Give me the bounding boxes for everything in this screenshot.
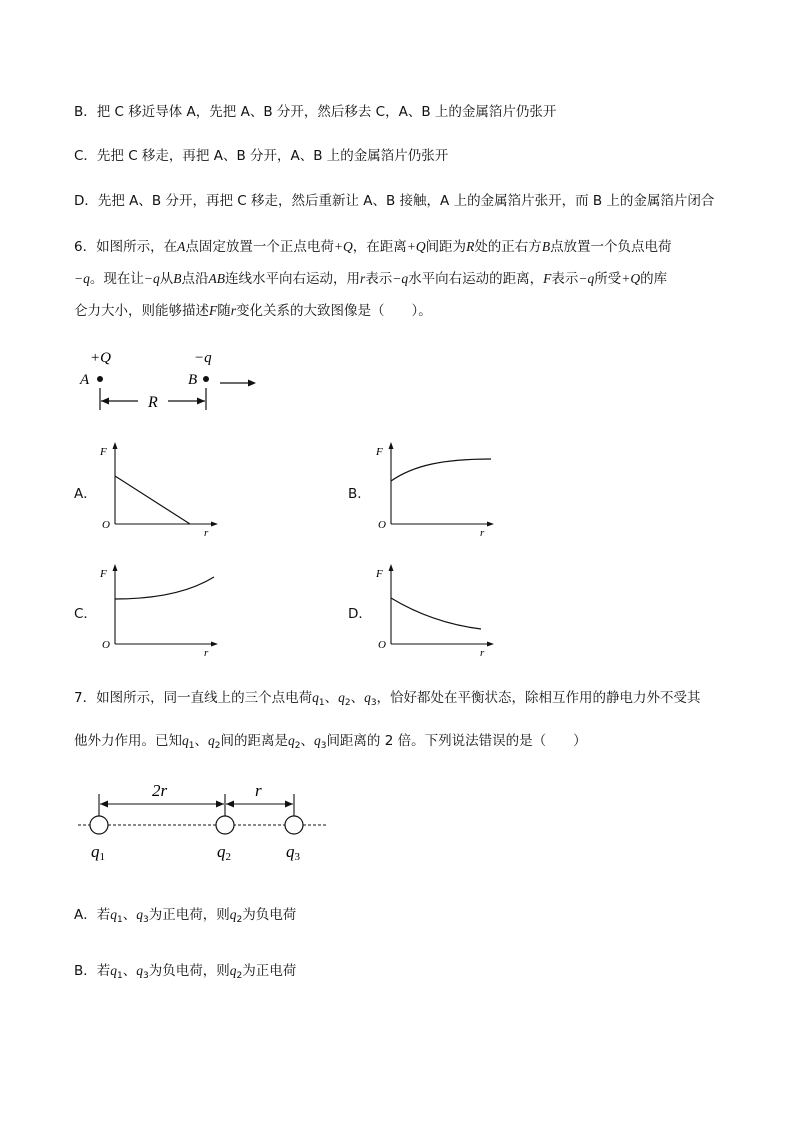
- f-axis-label: F: [376, 568, 383, 580]
- origin-label: O: [378, 639, 386, 651]
- q5-option-c: C．先把 C 移走，再把 A、B 分开，A、B 上的金属箔片仍张开: [74, 148, 449, 164]
- q6-stem-line1: 6．如图所示，在A点固定放置一个正点电荷+Q，在距离+Q间距为R处的正右方B点放置一个负点电荷: [74, 239, 672, 255]
- y-axis-arrow: [113, 564, 118, 571]
- q7-stem-line2: 他外力作用。已知$q_1$、$q_2$间的距离是$q_2$、$q_3$间距离的 2 倍。下列说法错误的是（ ）: [74, 733, 587, 751]
- q5-option-d: D．先把 A、B 分开，再把 C 移走，然后重新让 A、B 接触，A 上的金属箔片张开，而 B 上的金属箔片闭合: [74, 193, 715, 209]
- origin-label: O: [102, 639, 110, 651]
- f-r-curve: [391, 598, 481, 629]
- q6-option-c-graph: [98, 560, 228, 660]
- q7-option-a: A．若$q_1$、$q_3$为正电荷，则$q_2$为负电荷: [74, 907, 297, 925]
- minus-q-label: −q: [194, 350, 212, 366]
- point-a-label: A: [80, 372, 90, 388]
- q7-stem-line1: 7．如图所示，同一直线上的三个点电荷$q_1$、$q_2$、$q_3$，恰好都处在平衡状态，除相互作用的静电力外不受其: [74, 690, 701, 708]
- x-axis-arrow: [211, 642, 218, 647]
- f-axis-label: F: [376, 446, 383, 458]
- q6-option-b-label: B．: [348, 486, 371, 502]
- x-axis-arrow: [211, 522, 218, 527]
- x-axis-arrow: [487, 522, 494, 527]
- point-b-label: B: [188, 372, 198, 388]
- origin-label: O: [102, 519, 110, 531]
- q7-option-b: B．若$q_1$、$q_3$为负电荷，则$q_2$为正电荷: [74, 963, 297, 981]
- q1-label: q1: [91, 842, 105, 863]
- point-b-dot: [203, 376, 209, 382]
- charge-q3: [285, 816, 303, 834]
- q6-stem-line2: −q。现在让−q从B点沿AB连线水平向右运动，用r表示−q水平向右运动的距离，F表示−q所受+Q的库: [74, 271, 668, 287]
- distance-markers: [99, 794, 294, 820]
- r-axis-label: r: [204, 647, 209, 659]
- q6-option-a-label: A．: [74, 486, 97, 502]
- y-axis-arrow: [389, 442, 394, 449]
- distance-r-label: r: [255, 781, 262, 800]
- f-axis-label: F: [100, 568, 107, 580]
- y-axis-arrow: [389, 564, 394, 571]
- f-r-curve: [391, 459, 491, 481]
- motion-arrow: [220, 380, 256, 387]
- q3-label: q3: [286, 842, 300, 863]
- origin-label: O: [378, 519, 386, 531]
- r-axis-label: r: [480, 527, 485, 538]
- q6-option-c-label: C．: [74, 606, 97, 622]
- q6-option-d-graph: [374, 560, 504, 660]
- distance-r-label: R: [148, 394, 158, 411]
- q6-option-b-graph: [374, 438, 504, 538]
- q5-option-b: B．把 C 移近导体 A，先把 A、B 分开，然后移去 C，A、B 上的金属箔片仍张开: [74, 104, 557, 120]
- f-r-curve: [115, 577, 214, 599]
- q6-option-a-graph: [98, 438, 228, 538]
- f-axis-label: F: [100, 446, 107, 458]
- charge-q2: [216, 816, 234, 834]
- r-axis-label: r: [480, 647, 485, 659]
- q6-charge-figure: [70, 340, 270, 420]
- q2-label: q2: [217, 842, 231, 863]
- f-r-curve: [115, 476, 190, 524]
- x-axis-arrow: [487, 642, 494, 647]
- r-axis-label: r: [204, 527, 209, 538]
- q6-stem-line3: 仑力大小，则能够描述F随r变化关系的大致图像是（ ）。: [74, 303, 432, 319]
- charge-q1: [90, 816, 108, 834]
- y-axis-arrow: [113, 442, 118, 449]
- distance-2r-label: 2r: [152, 781, 168, 800]
- q6-option-d-label: D．: [348, 606, 372, 622]
- point-a-dot: [97, 376, 103, 382]
- plus-q-label: +Q: [90, 350, 111, 366]
- q7-charges-figure: [74, 778, 334, 868]
